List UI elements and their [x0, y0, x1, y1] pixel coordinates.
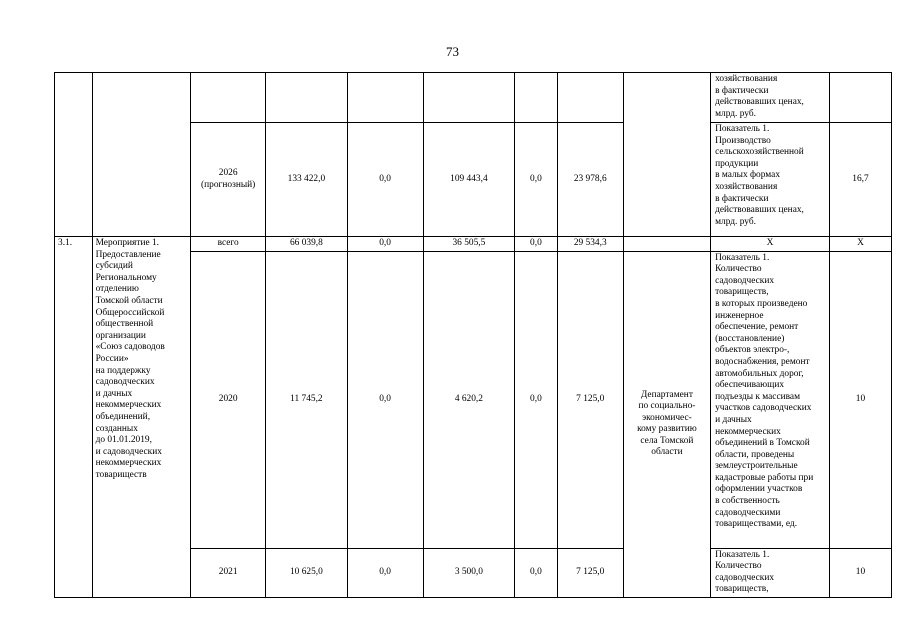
local-cell — [515, 73, 558, 123]
year-cell: 2021 — [191, 548, 266, 597]
local-cell: 0,0 — [515, 548, 558, 597]
regional-cell — [423, 73, 514, 123]
regional-cell: 4 620,2 — [423, 251, 514, 548]
other-cell: 7 125,0 — [557, 251, 623, 548]
department-cell — [623, 237, 710, 252]
other-cell: 23 978,6 — [557, 123, 623, 237]
federal-cell — [347, 73, 423, 123]
value-cell: Х — [829, 237, 891, 252]
indicator-cell: хозяйствования в фактически действовавших ценах, млрд. руб. — [711, 73, 830, 123]
local-cell: 0,0 — [515, 237, 558, 252]
year-cell: всего — [191, 237, 266, 252]
event-name-cell — [92, 73, 191, 237]
indicator-cell: Показатель 1. Количество садоводческих товариществ, в которых произведено инженерное обеспечение, ремонт (восстановление) объектов электро-, водоснабжения, ремонт автомобильных дорог, обеспечивающих подъезды к массивам участков садоводческих и дачных некоммерческих объединений в Томской области, проведены землеустроительные кадастровые работы при оформлении участков в собственность садоводческими товариществами, ед. — [711, 251, 830, 548]
row-number-cell — [55, 73, 93, 237]
year-cell — [191, 73, 266, 123]
table-row — [55, 237, 892, 252]
indicator-cell: Показатель 1. Производство сельскохозяйственной продукции в малых формах хозяйствования в фактически действовавших ценах, млрд. руб. — [711, 123, 830, 237]
year-cell: 2020 — [191, 251, 266, 548]
regional-cell: 109 443,4 — [423, 123, 514, 237]
other-cell: 7 125,0 — [557, 548, 623, 597]
total-cell — [266, 73, 347, 123]
table-row — [55, 73, 892, 123]
row-number-cell: 3.1. — [55, 237, 93, 598]
department-cell — [623, 73, 710, 237]
event-name-cell: Мероприятие 1. Предоставление субсидий Региональному отделению Томской области Общероссийской общественной организации «Союз садоводов России» на поддержку садоводческих и дачных некоммерческих объединений, созданных до 01.01.2019, и садоводческих некоммерческих товариществ — [92, 237, 191, 598]
federal-cell: 0,0 — [347, 251, 423, 548]
regional-cell: 36 505,5 — [423, 237, 514, 252]
federal-cell: 0,0 — [347, 548, 423, 597]
value-cell: 10 — [829, 251, 891, 548]
value-cell: 10 — [829, 548, 891, 597]
department-cell: Департамент по социально- экономичес- кому развитию села Томской области — [623, 251, 710, 597]
other-cell — [557, 73, 623, 123]
federal-cell: 0,0 — [347, 237, 423, 252]
total-cell: 10 625,0 — [266, 548, 347, 597]
value-cell: 16,7 — [829, 123, 891, 237]
local-cell: 0,0 — [515, 251, 558, 548]
regional-cell: 3 500,0 — [423, 548, 514, 597]
year-cell: 2026 (прогнозный) — [191, 123, 266, 237]
indicator-cell: Х — [711, 237, 830, 252]
federal-cell: 0,0 — [347, 123, 423, 237]
total-cell: 133 422,0 — [266, 123, 347, 237]
indicator-cell: Показатель 1. Количество садоводческих товариществ, — [711, 548, 830, 597]
page-number: 73 — [446, 44, 459, 59]
program-table — [54, 72, 892, 598]
other-cell: 29 534,3 — [557, 237, 623, 252]
total-cell: 11 745,2 — [266, 251, 347, 548]
local-cell: 0,0 — [515, 123, 558, 237]
total-cell: 66 039,8 — [266, 237, 347, 252]
value-cell — [829, 73, 891, 123]
